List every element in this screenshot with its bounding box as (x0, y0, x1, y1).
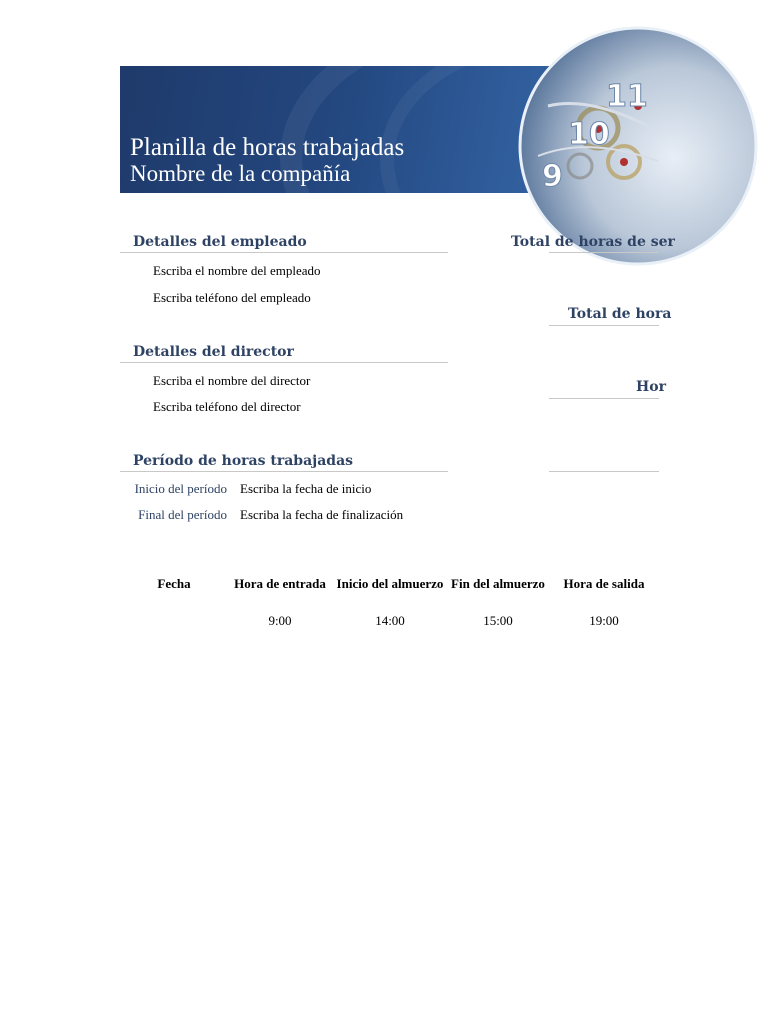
column-header-date: Fecha (157, 576, 191, 591)
employee-details-heading: Detalles del empleado (133, 234, 307, 250)
table-cell-clock-in[interactable]: 9:00 (268, 613, 292, 628)
page-title: Planilla de horas trabajadas (130, 134, 405, 161)
clock-icon (528, 66, 659, 193)
period-end-label: Final del período (138, 507, 227, 522)
divider (120, 471, 448, 472)
column-header-clock-in: Hora de entrada (234, 576, 326, 591)
manager-name-field[interactable]: Escriba el nombre del director (153, 373, 311, 388)
divider (549, 471, 659, 472)
table-cell-lunch-start[interactable]: 14:00 (375, 613, 405, 628)
period-start-label: Inicio del período (134, 481, 227, 496)
divider (549, 252, 659, 253)
column-header-clock-out: Hora de salida (563, 576, 645, 591)
total-hours-text: Total de hora (568, 306, 672, 322)
divider (549, 325, 659, 326)
table-cell-lunch-end[interactable]: 15:00 (483, 613, 513, 628)
svg-text:9: 9 (542, 159, 563, 194)
period-end-field[interactable]: Escriba la fecha de finalización (240, 507, 404, 522)
employee-name-field[interactable]: Escriba el nombre del empleado (153, 263, 321, 278)
manager-phone-field[interactable]: Escriba teléfono del director (153, 399, 301, 414)
column-header-lunch-start: Inicio del almuerzo (336, 576, 444, 591)
hours-label (500, 378, 666, 400)
svg-text:10: 10 (568, 117, 610, 152)
header-banner (120, 66, 659, 193)
employee-phone-field[interactable]: Escriba teléfono del empleado (153, 290, 311, 305)
manager-details-heading: Detalles del director (133, 344, 294, 360)
svg-text:11: 11 (606, 79, 648, 114)
total-service-hours-text: Total de horas de ser (511, 234, 675, 250)
total-hours-label (500, 305, 672, 327)
divider (549, 398, 659, 399)
company-name: Nombre de la compañía (130, 161, 351, 186)
divider (120, 362, 448, 363)
table-cell-clock-out[interactable]: 19:00 (589, 613, 619, 628)
period-heading: Período de horas trabajadas (133, 453, 354, 469)
period-start-field[interactable]: Escriba la fecha de inicio (240, 481, 372, 496)
hours-text: Hor (636, 379, 666, 395)
column-header-lunch-end: Fin del almuerzo (451, 576, 545, 591)
divider (120, 252, 448, 253)
